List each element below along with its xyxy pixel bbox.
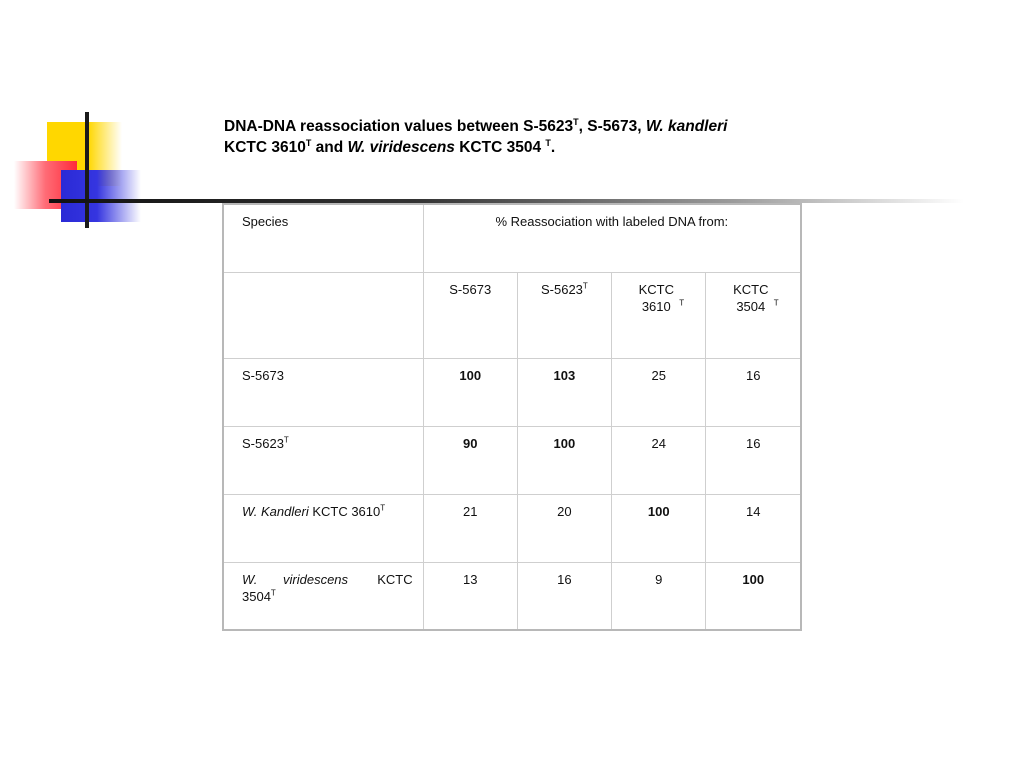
value: 25 — [651, 367, 666, 383]
row-species-cell — [223, 358, 423, 426]
species-name: S-5673 — [242, 367, 284, 383]
value: 24 — [651, 435, 666, 451]
table-row — [223, 494, 801, 562]
table-subheader-row — [223, 272, 801, 358]
species-line-2 — [242, 588, 413, 605]
value-cell — [423, 494, 517, 562]
title-sup-1: T — [573, 116, 579, 127]
value-cell — [612, 494, 706, 562]
species-sup: T — [270, 588, 276, 598]
value-cell — [706, 358, 801, 426]
column-label: S-5623 — [540, 281, 583, 297]
row-species-cell — [223, 494, 423, 562]
subheader-empty-cell — [223, 272, 423, 358]
title-end: . — [550, 139, 556, 156]
value-cell — [706, 426, 801, 494]
title-line2-b: and — [311, 139, 348, 156]
title-species-1: W. kandleri — [645, 118, 728, 135]
value: 13 — [462, 571, 478, 587]
value: 100 — [742, 571, 765, 587]
species-number: 3504 — [242, 588, 271, 604]
value-cell — [706, 494, 801, 562]
column-header — [423, 272, 517, 358]
table-row — [223, 358, 801, 426]
species-italic: W. viridescens — [242, 571, 349, 587]
value-cell — [517, 562, 611, 630]
species-italic: W. Kandleri — [242, 503, 309, 519]
row-species-cell — [223, 562, 423, 630]
column-header — [612, 272, 706, 358]
value: 90 — [462, 435, 478, 451]
value-cell — [612, 358, 706, 426]
reassociation-table — [222, 203, 802, 631]
decorative-blue-square — [61, 170, 141, 222]
table-row — [223, 426, 801, 494]
column-header — [706, 272, 801, 358]
title-species-2: W. viridescens — [347, 139, 455, 156]
column-label: KCTC 3610 — [638, 281, 674, 314]
value-cell — [423, 426, 517, 494]
title-mid: , S-5673, — [578, 118, 646, 135]
title-line2-a: KCTC 3610 — [224, 139, 306, 156]
row-species-cell — [223, 426, 423, 494]
value-cell — [423, 562, 517, 630]
value: 103 — [553, 367, 576, 383]
species-sup: T — [380, 503, 386, 513]
column-header — [517, 272, 611, 358]
value: 20 — [557, 503, 572, 519]
title-sup-2: T — [305, 137, 312, 148]
value: 100 — [647, 503, 670, 519]
column-sup: T — [582, 281, 588, 291]
value-cell — [517, 426, 611, 494]
value: 100 — [459, 367, 482, 383]
title-sup-3: T — [545, 137, 551, 148]
column-label: KCTC 3504 — [733, 281, 769, 314]
table-header-row — [223, 204, 801, 272]
value-cell — [517, 494, 611, 562]
value-cell — [612, 562, 706, 630]
species-name: S-5623 — [242, 435, 284, 451]
header-species-cell: Species — [223, 204, 423, 272]
table-row — [223, 562, 801, 630]
value: 16 — [746, 367, 761, 383]
value-cell — [706, 562, 801, 630]
species-sup: T — [283, 435, 289, 445]
slide-title — [224, 116, 824, 158]
value: 16 — [557, 571, 572, 587]
header-group-cell: % Reassociation with labeled DNA from: — [423, 204, 801, 272]
column-sup: T — [773, 298, 779, 308]
value-cell — [612, 426, 706, 494]
value-cell — [517, 358, 611, 426]
species-name: KCTC 3610 — [308, 503, 381, 519]
title-line2-c: KCTC 3504 — [454, 139, 546, 156]
value: 9 — [655, 571, 663, 587]
value: 14 — [746, 503, 761, 519]
value: 21 — [462, 503, 478, 519]
title-prefix: DNA-DNA reassociation values between S-5623 — [224, 118, 574, 135]
species-kctc: KCTC — [377, 571, 413, 587]
value: 100 — [553, 435, 576, 451]
value-cell — [423, 358, 517, 426]
column-label: S-5673 — [449, 281, 492, 297]
column-sup: T — [679, 298, 685, 308]
value: 16 — [746, 435, 761, 451]
decorative-vertical-line — [85, 112, 89, 228]
species-line-1 — [242, 571, 413, 588]
